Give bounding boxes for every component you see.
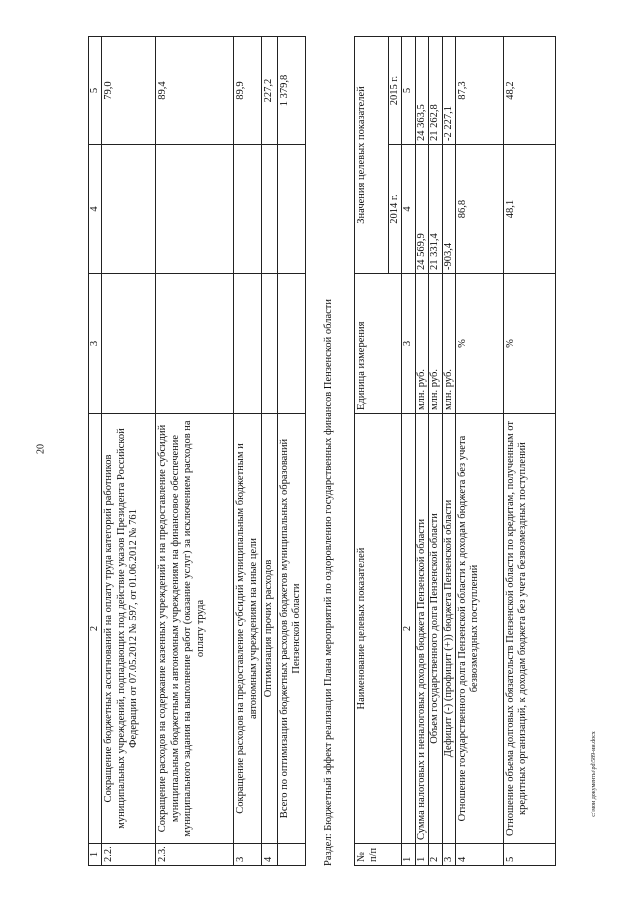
row-value-2014: 86,8 xyxy=(455,145,503,274)
table-row xyxy=(415,36,428,865)
numbering-cell: 3 xyxy=(402,274,415,414)
table1-total-row xyxy=(277,37,305,866)
row-value: 89,4 xyxy=(156,37,234,145)
col-header-year-2014: 2014 г. xyxy=(389,145,402,274)
row-value-2015: -2 227,1 xyxy=(442,36,455,144)
table-row xyxy=(234,37,262,866)
row-name: Сокращение расходов на содержание казенных учреждений и на предоставление субсидий муниципальным бюджетным и автономным учреждениям на финансовое обеспечение муниципального задания на выполнение работ (оказание услуг) за исключением расходов на оплату труда xyxy=(156,414,234,844)
row-name: Оптимизация прочих расходов xyxy=(262,414,277,844)
row-value: 227,2 xyxy=(262,37,277,145)
row-number: 2.3. xyxy=(156,844,234,866)
row-col3 xyxy=(156,274,234,414)
row-name: Сумма налоговых и неналоговых доходов бюджета Пензенской области xyxy=(415,414,428,844)
row-name: Отношение государственного долга Пензенской области к доходам бюджета без учета безвозмездных поступлений xyxy=(455,414,503,844)
row-number: 4 xyxy=(455,844,503,866)
row-name: Сокращение бюджетных ассигнований на оплату труда категорий работников муниципальных учреждений, подпадающих под действие указов Президента Российской Федерации от 07.05.2012 № 597, от 01.06.2012 № 761 xyxy=(102,414,156,844)
total-col3 xyxy=(277,274,305,414)
table2-numbering-row xyxy=(402,36,415,865)
total-col4 xyxy=(277,145,305,274)
numbering-cell: 1 xyxy=(402,844,415,866)
table-row xyxy=(442,36,455,865)
row-name: Отношение объема долговых обязательств Пензенской области по кредитам, полученным от кредитных организаций, к доходам бюджета без учета безвозмездных поступлений xyxy=(503,414,555,844)
col-header-year-2015: 2015 г. xyxy=(389,36,402,144)
row-value-2014: 21 331,4 xyxy=(429,145,442,274)
row-value-2015: 87,3 xyxy=(455,36,503,144)
table-row xyxy=(429,36,442,865)
table1-header-cell: 2 xyxy=(89,414,102,844)
row-number: 3 xyxy=(234,844,262,866)
row-col3 xyxy=(234,274,262,414)
row-col3 xyxy=(102,274,156,414)
col-header-unit: Единица измерения xyxy=(355,274,402,414)
row-unit: млн. руб. xyxy=(429,274,442,414)
row-value-2015: 24 363,5 xyxy=(415,36,428,144)
table2-header-row xyxy=(355,36,389,865)
table-row xyxy=(455,36,503,865)
row-col4 xyxy=(102,145,156,274)
budget-optimization-table xyxy=(88,36,306,866)
col-header-number: № п/п xyxy=(355,844,402,866)
col-header-values-group: Значения целевых показателей xyxy=(355,36,389,273)
row-col4 xyxy=(156,145,234,274)
table-row xyxy=(262,37,277,866)
row-value: 89,9 xyxy=(234,37,262,145)
numbering-cell: 5 xyxy=(402,36,415,144)
row-number: 2 xyxy=(429,844,442,866)
target-indicators-table xyxy=(354,36,556,866)
row-col3 xyxy=(262,274,277,414)
row-number: 4 xyxy=(262,844,277,866)
col-header-name: Наименование целевых показателей xyxy=(355,414,402,844)
row-col4 xyxy=(234,145,262,274)
table-row xyxy=(503,36,555,865)
row-value-2015: 48,2 xyxy=(503,36,555,144)
row-value-2014: 48,1 xyxy=(503,145,555,274)
row-unit: % xyxy=(455,274,503,414)
row-value-2014: 24 569,9 xyxy=(415,145,428,274)
numbering-cell: 2 xyxy=(402,414,415,844)
row-number: 5 xyxy=(503,844,555,866)
row-name: Сокращение расходов на предоставление субсидий муниципальным бюджетным и автономным учреждениям на иные цели xyxy=(234,414,262,844)
rotated-page-content xyxy=(88,37,640,866)
footer-file-path: c:\мои документы\pd\589-ии.docx xyxy=(591,731,597,817)
table1-header-cell: 4 xyxy=(89,145,102,274)
row-unit: % xyxy=(503,274,555,414)
table1-header-cell: 1 xyxy=(89,844,102,866)
row-unit: млн. руб. xyxy=(415,274,428,414)
row-number: 1 xyxy=(415,844,428,866)
row-number: 2.2. xyxy=(102,844,156,866)
row-unit: млн. руб. xyxy=(442,274,455,414)
numbering-cell: 4 xyxy=(402,145,415,274)
row-name: Объем государственного долга Пензенской области xyxy=(429,414,442,844)
total-label: Всего по оптимизации бюджетных расходов бюджетов муниципальных образований Пензенской области xyxy=(277,414,305,844)
table1-header-cell: 3 xyxy=(89,274,102,414)
page-number: 20 xyxy=(35,444,47,454)
table-row xyxy=(156,37,234,866)
section-title: Раздел: Бюджетный эффект реализации Плана мероприятий по оздоровлению государственных финансов Пензенской области xyxy=(323,299,334,866)
row-value-2015: 21 262,8 xyxy=(429,36,442,144)
total-empty-cell xyxy=(277,844,305,866)
row-value: 79,0 xyxy=(102,37,156,145)
table1-header-cell: 5 xyxy=(89,37,102,145)
total-value: 1 379,8 xyxy=(277,37,305,145)
row-col4 xyxy=(262,145,277,274)
table1-header-row xyxy=(89,37,102,866)
table-row xyxy=(102,37,156,866)
row-value-2014: -903,4 xyxy=(442,145,455,274)
row-name: Дефицит (-) (профицит (+)) бюджета Пензенской области xyxy=(442,414,455,844)
row-number: 3 xyxy=(442,844,455,866)
